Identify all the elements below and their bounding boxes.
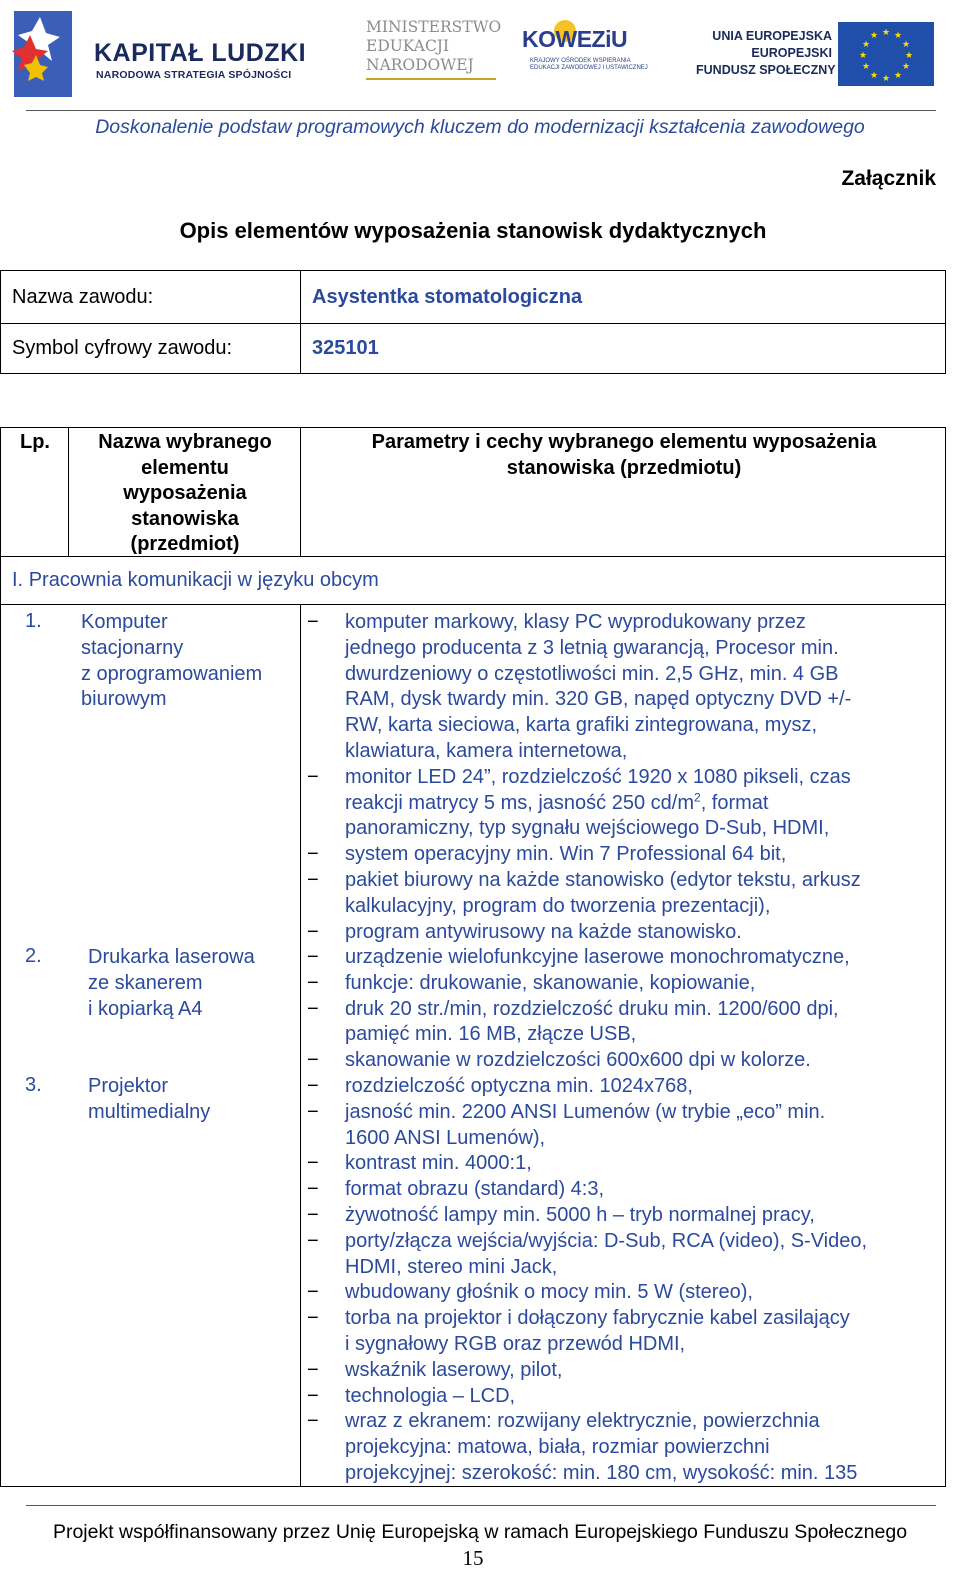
footer-text: Projekt współfinansowany przez Unię Europejską w ramach Europejskiego Funduszu Społecznego [52,1521,908,1543]
row-3-param-item [307,1177,937,1203]
ministerstwo-logo [366,18,506,78]
profession-info-table [0,270,946,374]
row-3-name-line: multimedialny [88,1100,211,1123]
bullet-dash: − [307,843,319,866]
svg-text:★: ★ [901,40,911,50]
bullet-dash: − [307,1307,319,1330]
svg-text:★: ★ [893,71,903,81]
row-3-param-item [307,1074,937,1100]
row-2-param-item [307,997,937,1049]
bullet-dash: − [307,765,319,788]
param-line: system operacyjny min. Win 7 Professional 64 bit, [345,843,787,866]
row-2-name-line: i kopiarką A4 [88,997,203,1020]
bullet-dash: − [307,1075,319,1097]
bullet-dash: − [307,1384,319,1407]
section-heading [12,569,379,592]
param-line: druk 20 str./min, rozdzielczość druku min. 1200/600 dpi, [345,997,839,1020]
param-line: urządzenie wielofunkcyjne laserowe monochromatyczne, [345,946,850,968]
param-line: program antywirusowy na każde stanowisko. [345,920,742,943]
row-1-param-item [307,920,937,946]
header-lp: Lp. [20,431,50,453]
header-params-line: stanowiska (przedmiotu) [506,456,742,479]
param-line: projekcyjna: matowa, biała, rozmiar powierzchni [345,1436,770,1459]
row-2-param-item [307,945,937,971]
row-3-name-line: Projektor [88,1075,169,1097]
info-row-divider-right [300,323,946,324]
param-line: jasność min. 2200 ANSI Lumenów (w trybie „eco” min. [345,1100,826,1123]
row-2-param-item [307,971,937,997]
running-header: Doskonalenie podstaw programowych kluczem do modernizacji kształcenia zawodowego [95,116,865,138]
bullet-dash: − [307,611,319,633]
row-1-param-item [307,610,937,765]
param-line: porty/złącza wejścia/wyjścia: D-Sub, RCA (video), S-Video, [345,1229,868,1252]
bullet-dash: − [307,946,319,968]
row-1-param-item [307,868,937,920]
row-3-param-item [307,1409,937,1486]
row-2-name-line: Drukarka laserowa [88,946,255,968]
row-3-param-item [307,1100,937,1152]
param-line: żywotność lampy min. 5000 h – tryb normalnej pracy, [345,1204,815,1226]
kapital-ludzki-title: KAPITAŁ LUDZKI [94,39,307,67]
row-3-param-item [307,1306,937,1358]
footer-rule [26,1505,936,1506]
param-line: panoramiczny, typ sygnału wejściowego D-Sub, HDMI, [345,817,830,840]
param-line: kalkulacyjny, program do tworzenia prezentacji), [345,894,771,917]
row-3-param-item [307,1151,937,1177]
header-name-line: wyposażenia [123,482,247,504]
param-line: technologia – LCD, [345,1384,516,1407]
bullet-dash: − [307,869,319,891]
param-line: i sygnałowy RGB oraz przewód HDMI, [345,1332,686,1355]
koweziu-sub-line2: EDUKACJI ZAWODOWEJ I USTAWICZNEJ [530,65,648,71]
svg-text:★: ★ [893,31,903,41]
bullet-dash: − [307,1049,319,1072]
param-line: wraz z ekranem: rozwijany elektrycznie, powierzchnia [345,1410,820,1433]
row-1-name [81,610,262,713]
superscript: 2 [694,789,701,804]
param-line: format obrazu (standard) 4:3, [345,1178,605,1201]
koweziu-logo [522,18,648,78]
row-1-name-line: stacjonarny [81,636,184,659]
svg-text:★: ★ [858,51,868,61]
ministerstwo-underline [366,78,496,80]
kapital-ludzki-emblem-icon [10,5,76,101]
param-line: skanowanie w rozdzielczości 600x600 dpi w kolorze. [345,1049,811,1072]
row-2-name-line: ze skanerem [88,971,203,994]
header-params [301,430,947,481]
param-line: monitor LED 24”, rozdzielczość 1920 x 1080 pikseli, czas [345,765,851,788]
row-2-param-item [307,1048,937,1074]
equipment-table [0,427,946,1487]
param-line: dwurdzeniowy o częstotliwości min. 2,5 GHz, min. 4 GB [345,662,839,685]
bullet-dash: − [307,1152,319,1175]
bullet-dash: − [307,920,319,943]
row-3-name [88,1074,210,1126]
svg-text:★: ★ [904,51,914,61]
param-line: pamięć min. 16 MB, złącze USB, [345,1023,637,1046]
param-line: torba na projektor i dołączony fabrycznie kabel zasilający [345,1307,850,1330]
ministerstwo-line2: EDUKACJI [366,37,450,55]
header-name-line: (przedmiot) [130,533,240,555]
header-logos [0,0,960,108]
info-divider [300,271,301,373]
param-line: kontrast min. 4000:1, [345,1152,532,1175]
section-bottom-rule [1,604,945,605]
row-1-param-item [307,765,937,842]
section-number: I. [12,569,24,591]
row-1-name-line: z oprogramowaniem [81,662,263,685]
eu-flag-icon [838,22,934,86]
eu-line1: UNIA EUROPEJSKA [712,29,832,43]
bullet-dash: − [307,971,319,994]
eu-logo [696,22,936,86]
svg-text:★: ★ [869,71,879,81]
document-title: Opis elementów wyposażenia stanowisk dydaktycznych [179,218,767,243]
param-line: wskaźnik laserowy, pilot, [345,1358,563,1381]
row-1-param-item [307,842,937,868]
row-3-param-item [307,1229,937,1281]
svg-text:★: ★ [901,62,911,72]
param-line: komputer markowy, klasy PC wyprodukowany przez [345,611,806,633]
symbol-value: 325101 [312,337,379,359]
bullet-dash: − [307,1100,319,1123]
bullet-dash: − [307,1358,319,1381]
info-row-divider [1,323,301,324]
eu-line3: FUNDUSZ SPOŁECZNY [696,63,836,77]
row-3-param-item [307,1358,937,1384]
koweziu-word: KOWEZiU [522,26,628,52]
row-3-param-item [307,1384,937,1410]
param-line: pakiet biurowy na każde stanowisko (edytor tekstu, arkusz [345,869,861,891]
row-1-lp: 1. [25,610,42,632]
kapital-ludzki-logo [10,5,310,101]
svg-text:★: ★ [861,40,871,50]
param-line: klawiatura, kamera internetowa, [345,739,628,762]
bullet-dash: − [307,997,319,1020]
header-name-line: Nazwa wybranego [98,431,272,453]
koweziu-subtitle [530,58,648,72]
col-divider-params [300,604,301,1486]
ministerstwo-line1: MINISTERSTWO [366,18,502,36]
row-3-lp: 3. [25,1074,42,1096]
koweziu-sub-line1: KRAJOWY OŚRODEK WSPIERANIA [530,58,631,64]
param-line: funkcje: drukowanie, skanowanie, kopiowanie, [345,971,756,994]
svg-text:★: ★ [881,74,891,84]
attachment-label: Załącznik [841,167,936,190]
profession-label: Nazwa zawodu: [12,286,154,308]
header-params-line: Parametry i cechy wybranego elementu wyposażenia [371,431,877,453]
eu-text [696,28,836,79]
row-3-param-item [307,1203,937,1229]
param-line: RW, karta sieciowa, karta grafiki zintegrowana, mysz, [345,714,818,737]
param-line: wbudowany głośnik o mocy min. 5 W (stereo), [345,1281,753,1304]
bullet-dash: − [307,1204,319,1226]
bullet-dash: − [307,1229,319,1252]
header-rule [26,110,936,111]
param-line: projekcyjnej: szerokość: min. 180 cm, wysokość: min. 135 [345,1461,858,1484]
bullet-dash: − [307,1178,319,1201]
kapital-ludzki-subtitle: NARODOWA STRATEGIA SPÓJNOŚCI [96,69,292,81]
profession-value: Asystentka stomatologiczna [312,286,583,308]
row-1-name-line: biurowym [81,688,167,711]
header-name [69,430,301,558]
svg-text:★: ★ [861,62,871,72]
symbol-label: Symbol cyfrowy zawodu: [12,337,233,359]
row-2-lp: 2. [25,945,42,967]
param-line: 1600 ANSI Lumenów), [345,1126,546,1149]
bullet-dash: − [307,1281,319,1304]
param-line: reakcji matrycy 5 ms, jasność 250 $cd/m^2$, format [345,789,769,814]
param-line: RAM, dysk twardy min. 320 GB, napęd optyczny DVD +/- [345,688,852,711]
param-line: HDMI, stereo mini Jack, [345,1255,558,1278]
ministerstwo-line3: NARODOWEJ [366,56,474,74]
row-2-name [88,945,255,1022]
row-1-name-line: Komputer [81,611,168,633]
svg-text:★: ★ [869,31,879,41]
bullet-dash: − [307,1410,319,1433]
header-name-line: stanowiska [131,507,239,530]
param-line: rozdzielczość optyczna min. 1024x768, [345,1075,693,1097]
section-title: Pracownia komunikacji w języku obcym [28,569,379,591]
header-name-line: elementu [141,456,229,479]
param-line: jednego producenta z 3 letnią gwarancją, Procesor min. [345,636,839,659]
eu-line2: EUROPEJSKI [751,46,832,60]
row-3-param-item [307,1280,937,1306]
page-number: 15 [462,1546,484,1570]
svg-text:★: ★ [881,28,891,38]
